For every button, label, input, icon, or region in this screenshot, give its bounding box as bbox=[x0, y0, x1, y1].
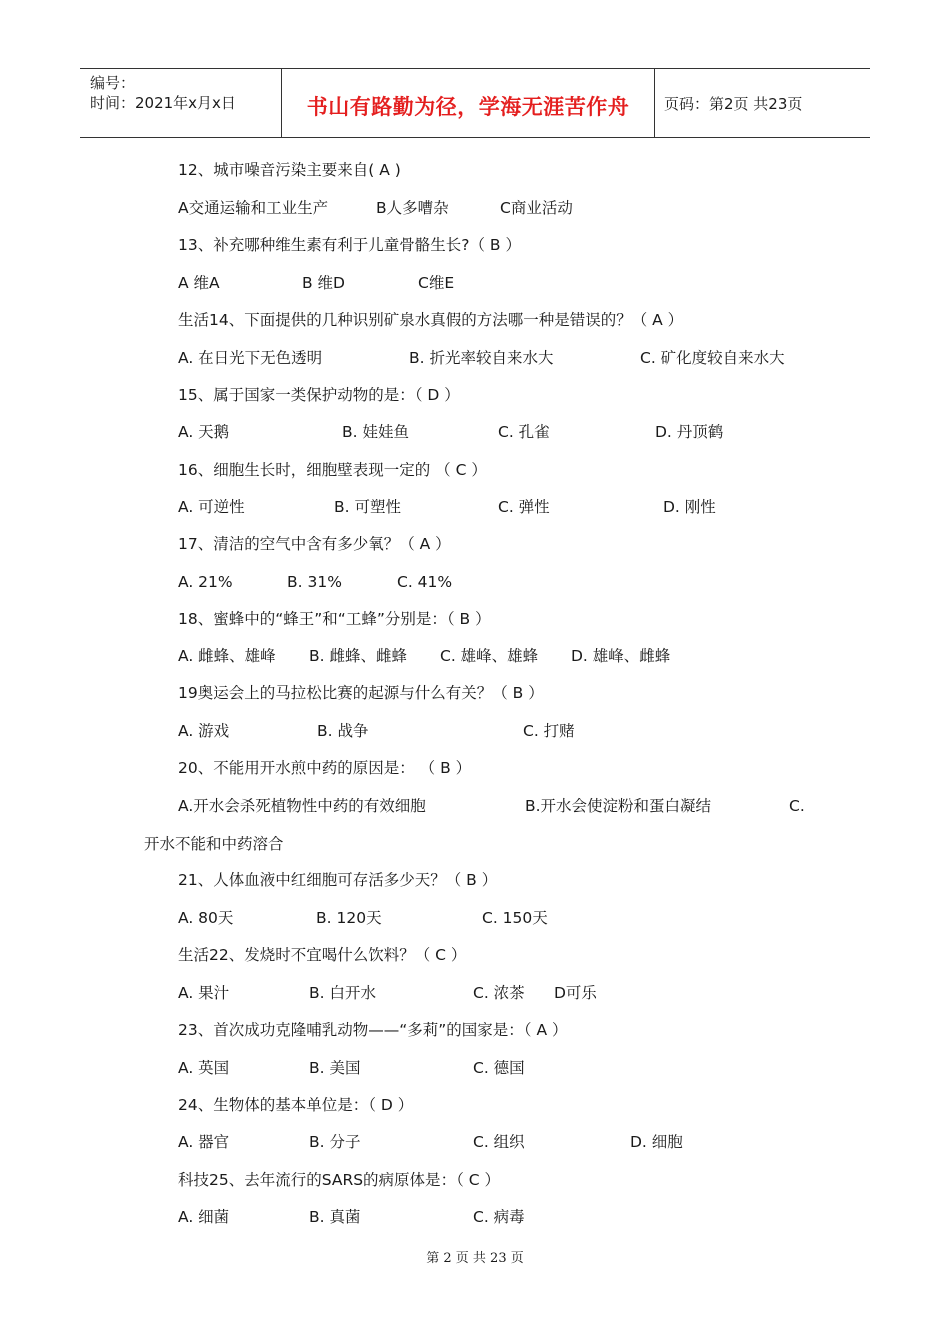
question-16: 16、细胞生长时，细胞壁表现一定的 （ C ） bbox=[178, 461, 487, 479]
option: B. 战争 bbox=[317, 722, 369, 740]
option: C. 41% bbox=[397, 573, 453, 591]
option: C商业活动 bbox=[500, 199, 573, 217]
date-label: 时间：2021年x月x日 bbox=[90, 94, 236, 112]
option: C. 组织 bbox=[473, 1133, 525, 1151]
question-21: 21、人体血液中红细胞可存活多少天？（ B ） bbox=[178, 871, 498, 889]
option: A 维A bbox=[178, 274, 220, 292]
option: B. 31% bbox=[287, 573, 342, 591]
option: A. 器官 bbox=[178, 1133, 230, 1151]
option: A. 游戏 bbox=[178, 722, 230, 740]
option: B.开水会使淀粉和蛋白凝结 bbox=[525, 797, 712, 815]
option: B. 白开水 bbox=[309, 984, 376, 1002]
option: A. 可逆性 bbox=[178, 498, 245, 516]
question-15: 15、属于国家一类保护动物的是：（ D ） bbox=[178, 386, 460, 404]
option: B. 美国 bbox=[309, 1059, 361, 1077]
option: C. 打赌 bbox=[523, 722, 575, 740]
option: C. 150天 bbox=[482, 909, 548, 927]
option: B. 折光率较自来水大 bbox=[409, 349, 554, 367]
option-continued: 开水不能和中药溶合 bbox=[144, 835, 284, 853]
question-25: 科技25、去年流行的SARS的病原体是：（ C ） bbox=[178, 1171, 500, 1189]
option: B. 雌蜂、雌蜂 bbox=[309, 647, 407, 665]
question-13: 13、补充哪种维生素有利于儿童骨骼生长?（ B ） bbox=[178, 236, 521, 254]
option: D. 雄峰、雌蜂 bbox=[571, 647, 671, 665]
option: D. 丹顶鹤 bbox=[655, 423, 724, 441]
option: C. 德国 bbox=[473, 1059, 525, 1077]
option: B. 120天 bbox=[316, 909, 382, 927]
question-17: 17、清洁的空气中含有多少氧？（ A ） bbox=[178, 535, 451, 553]
option: B. 娃娃鱼 bbox=[342, 423, 409, 441]
option: B. 可塑性 bbox=[334, 498, 401, 516]
question-23: 23、首次成功克隆哺乳动物——“多莉”的国家是：（ A ） bbox=[178, 1021, 568, 1039]
option: A交通运输和工业生产 bbox=[178, 199, 329, 217]
option: C. 雄峰、雄蜂 bbox=[440, 647, 539, 665]
code-label: 编号： bbox=[90, 74, 136, 92]
question-14: 生活14、下面提供的几种识别矿泉水真假的方法哪一种是错误的？（ A ） bbox=[178, 311, 684, 329]
question-12: 12、城市噪音污染主要来自( A ) bbox=[178, 161, 401, 179]
page-footer: 第 2 页 共 23 页 bbox=[426, 1251, 524, 1266]
question-20: 20、不能用开水煎中药的原因是： （ B ） bbox=[178, 759, 472, 777]
question-22: 生活22、发烧时不宜喝什么饮料？（ C ） bbox=[178, 946, 467, 964]
option: B 维D bbox=[302, 274, 345, 292]
option: A. 英国 bbox=[178, 1059, 230, 1077]
option: C. 浓茶 bbox=[473, 984, 525, 1002]
option: D. 刚性 bbox=[663, 498, 716, 516]
option: A. 80天 bbox=[178, 909, 234, 927]
question-24: 24、生物体的基本单位是：（ D ） bbox=[178, 1096, 414, 1114]
question-19: 19奥运会上的马拉松比赛的起源与什么有关？（ B ） bbox=[178, 684, 544, 702]
question-18: 18、蜜蜂中的“蜂王”和“工蜂”分别是：（ B ） bbox=[178, 610, 491, 628]
option: B. 分子 bbox=[309, 1133, 361, 1151]
option: C. 弹性 bbox=[498, 498, 550, 516]
option: A. 21% bbox=[178, 573, 233, 591]
document-header bbox=[80, 68, 870, 138]
option: C. 病毒 bbox=[473, 1208, 525, 1226]
option: C. 孔雀 bbox=[498, 423, 550, 441]
page-number-label: 页码：第2页 共23页 bbox=[664, 95, 803, 113]
option: D. 细胞 bbox=[630, 1133, 683, 1151]
option: C. 矿化度较自来水大 bbox=[640, 349, 785, 367]
option: C维E bbox=[418, 274, 455, 292]
option: A. 细菌 bbox=[178, 1208, 230, 1226]
option: B人多嘈杂 bbox=[376, 199, 449, 217]
option: A. 天鹅 bbox=[178, 423, 230, 441]
option: A.开水会杀死植物性中药的有效细胞 bbox=[178, 797, 426, 815]
option: B. 真菌 bbox=[309, 1208, 361, 1226]
option: A. 雌蜂、雄峰 bbox=[178, 647, 276, 665]
motto: 书山有路勤为径，学海无涯苦作舟 bbox=[306, 95, 630, 119]
option: A. 在日光下无色透明 bbox=[178, 349, 323, 367]
option: A. 果汁 bbox=[178, 984, 230, 1002]
option: C. bbox=[789, 797, 805, 815]
header-divider bbox=[654, 69, 655, 137]
header-meta bbox=[90, 73, 236, 113]
option: D可乐 bbox=[554, 984, 597, 1002]
